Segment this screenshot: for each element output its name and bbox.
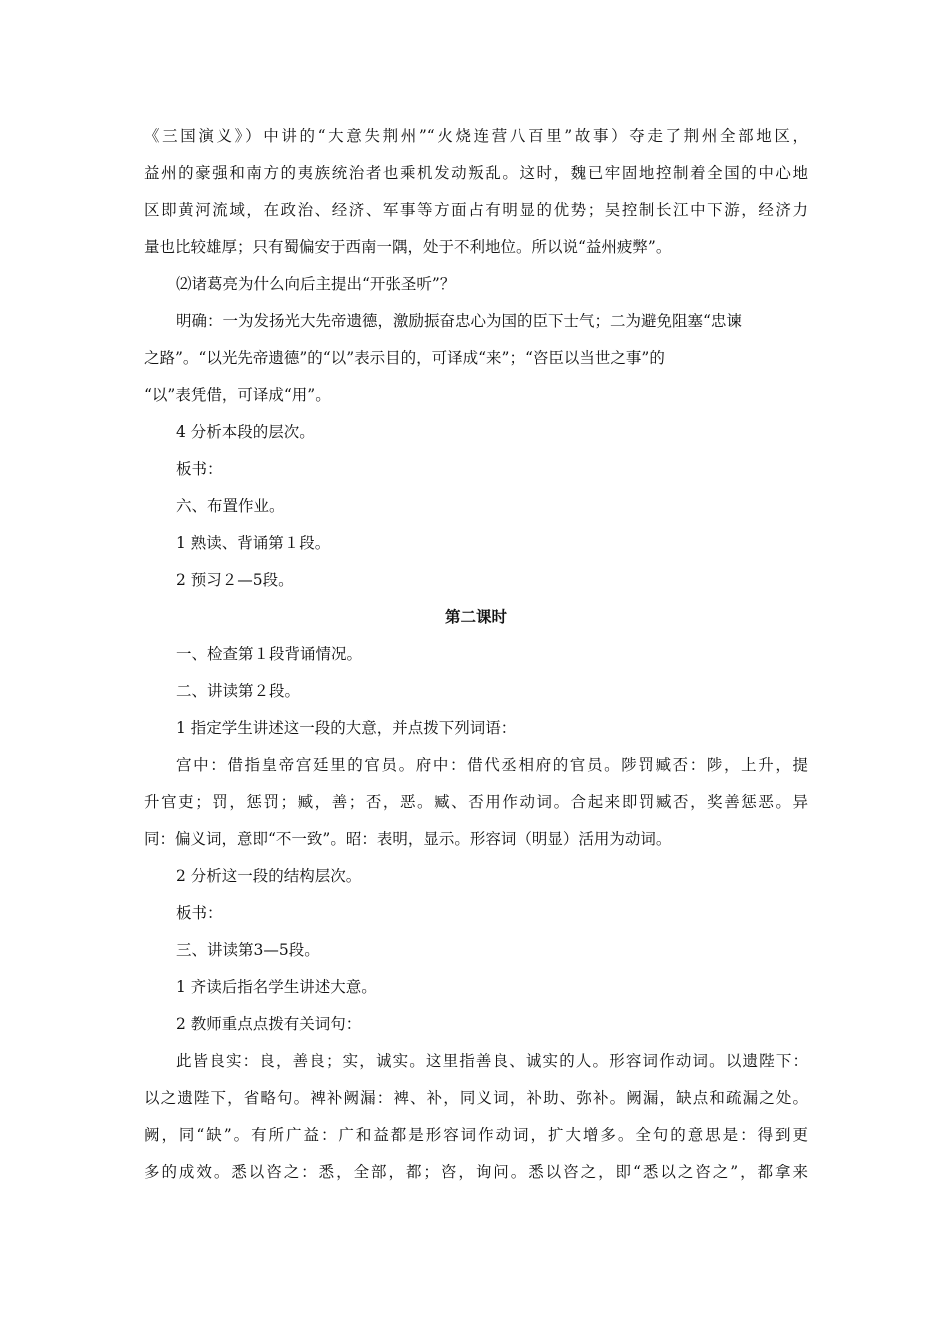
body-line: 宫中：借指皇帝宫廷里的官员。府中：借代丞相府的官员。陟罚臧否：陟，上升，提: [176, 756, 808, 774]
body-line: 同：偏义词，意即“不一致”。昭：表明，显示。形容词（明显）活用为动词。: [144, 830, 672, 848]
body-line: 之路”。“以光先帝遗德”的“以”表示目的，可译成“来”；“咨臣以当世之事”的: [144, 349, 665, 367]
body-line: 益州的豪强和南方的夷族统治者也乘机发动叛乱。这时，魏已牢固地控制着全国的中心地: [144, 164, 808, 182]
section-line: 六、布置作业。: [176, 497, 285, 515]
body-line: 以之遗陛下，省略句。裨补阙漏：裨、补，同义词，补助、弥补。阙漏，缺点和疏漏之处。: [144, 1089, 808, 1107]
step-line: 4 分析本段的层次。: [176, 423, 315, 441]
step-line: 1 齐读后指名学生讲述大意。: [176, 978, 377, 996]
body-line: 阙，同“缺”。有所广益：广和益都是形容词作动词，扩大增多。全句的意思是：得到更: [144, 1126, 808, 1144]
section-line: 二、讲读第２段。: [176, 682, 301, 700]
body-line: 多的成效。悉以咨之：悉，全部，都；咨，询问。悉以咨之，即“悉以之咨之”，都拿来: [144, 1163, 808, 1181]
body-line: 此皆良实：良，善良；实，诚实。这里指善良、诚实的人。形容词作动词。以遗陛下：: [176, 1052, 808, 1070]
body-line: 量也比较雄厚；只有蜀偏安于西南一隅，处于不利地位。所以说“益州疲弊”。: [144, 238, 672, 256]
section-line: 三、讲读第3—5段。: [176, 941, 320, 959]
body-line: 区即黄河流域，在政治、经济、军事等方面占有明显的优势；吴控制长江中下游，经济力: [144, 201, 808, 219]
step-line: 2 教师重点点拨有关词句：: [176, 1015, 362, 1033]
step-line: 2 预习２—5段。: [176, 571, 294, 589]
step-line: 1 指定学生讲述这一段的大意，并点拨下列词语：: [176, 719, 517, 737]
lesson-heading: 第二课时: [444, 608, 507, 626]
answer-line: 明确：一为发扬光大先帝遗德，激励振奋忠心为国的臣下士气；二为避免阻塞“忠谏: [176, 312, 742, 330]
step-line: 2 分析这一段的结构层次。: [176, 867, 362, 885]
step-line: 1 熟读、背诵第１段。: [176, 534, 331, 552]
question-line: ⑵诸葛亮为什么向后主提出“开张圣听”？: [176, 275, 456, 293]
document-body: [144, 118, 808, 1191]
blackboard-label: 板书：: [176, 460, 223, 478]
body-line: “以”表凭借，可译成“用”。: [144, 386, 331, 404]
section-line: 一、检查第１段背诵情况。: [176, 645, 363, 663]
body-line: 升官吏；罚，惩罚；臧，善；否，恶。臧、否用作动词。合起来即罚臧否，奖善惩恶。异: [144, 793, 808, 811]
body-line: 《三国演义》）中讲的“大意失荆州”“火烧连营八百里”故事）夺走了荆州全部地区，: [144, 127, 808, 145]
blackboard-label: 板书：: [176, 904, 223, 922]
